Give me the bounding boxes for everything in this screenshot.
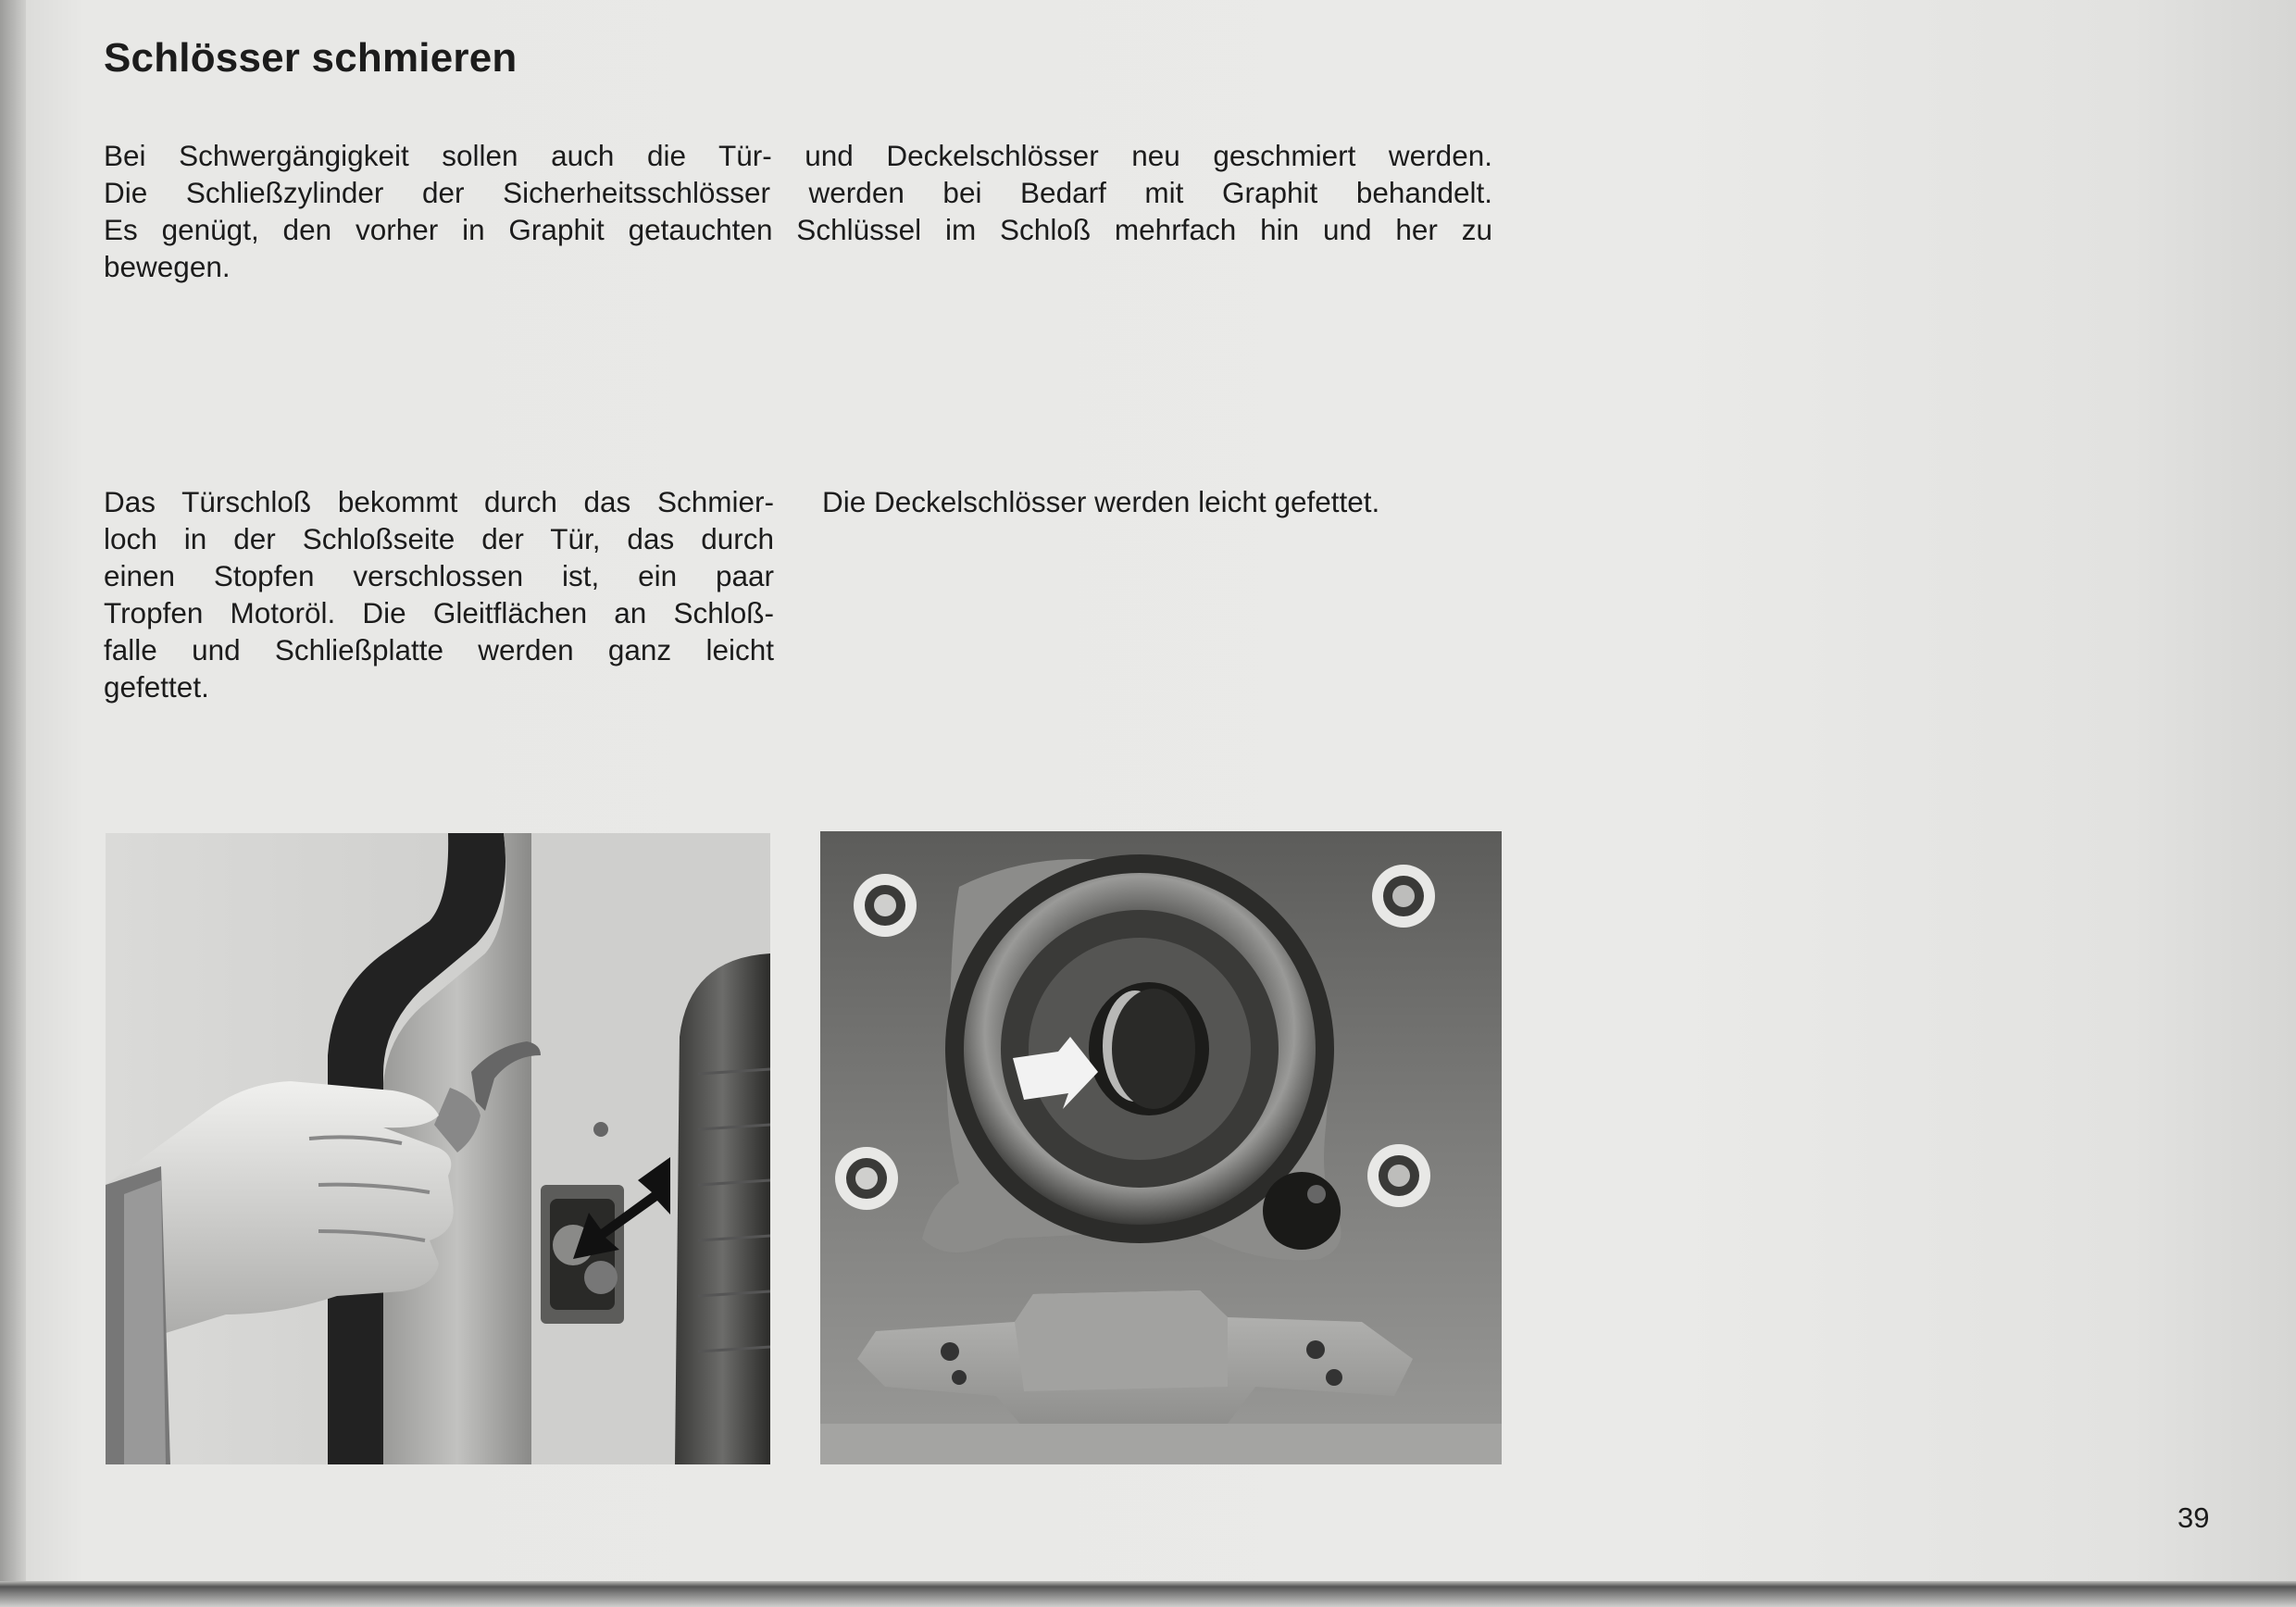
door-lock-oil-can-photo xyxy=(106,833,770,1464)
door-lock-line: falle und Schließplatte werden ganz leicht xyxy=(104,633,774,666)
intro-line: bewegen. xyxy=(104,250,231,283)
page-number: 39 xyxy=(2177,1501,2210,1534)
lid-lock-paragraph: Die Deckelschlösser werden leicht gefettet. xyxy=(822,485,1380,518)
page-bottom-edge xyxy=(0,1581,2296,1607)
door-lock-line: gefettet. xyxy=(104,670,209,704)
book-spine-shadow xyxy=(0,0,26,1607)
screw-hole-icon xyxy=(854,874,917,937)
intro-line: Bei Schwergängigkeit sollen auch die Tür- und Deckelschlösser neu geschmiert werden. xyxy=(104,139,1492,172)
intro-paragraph xyxy=(104,137,1492,285)
door-lock-line: Das Türschloß bekommt durch das Schmier- xyxy=(104,485,774,518)
lid-lock-photo xyxy=(820,831,1502,1464)
page-title: Schlösser schmieren xyxy=(104,35,518,81)
door-lock-line: einen Stopfen verschlossen ist, ein paar xyxy=(104,559,774,592)
intro-line: Es genügt, den vorher in Graphit getauchten Schlüssel im Schloß mehrfach hin und her zu xyxy=(104,213,1492,246)
door-lock-paragraph xyxy=(104,483,774,705)
door-lock-line: Tropfen Motoröl. Die Gleitflächen an Schloß- xyxy=(104,596,774,629)
door-lock-line: loch in der Schloßseite der Tür, das durch xyxy=(104,522,774,555)
intro-line: Die Schließzylinder der Sicherheitsschlösser werden bei Bedarf mit Graphit behandelt. xyxy=(104,176,1492,209)
